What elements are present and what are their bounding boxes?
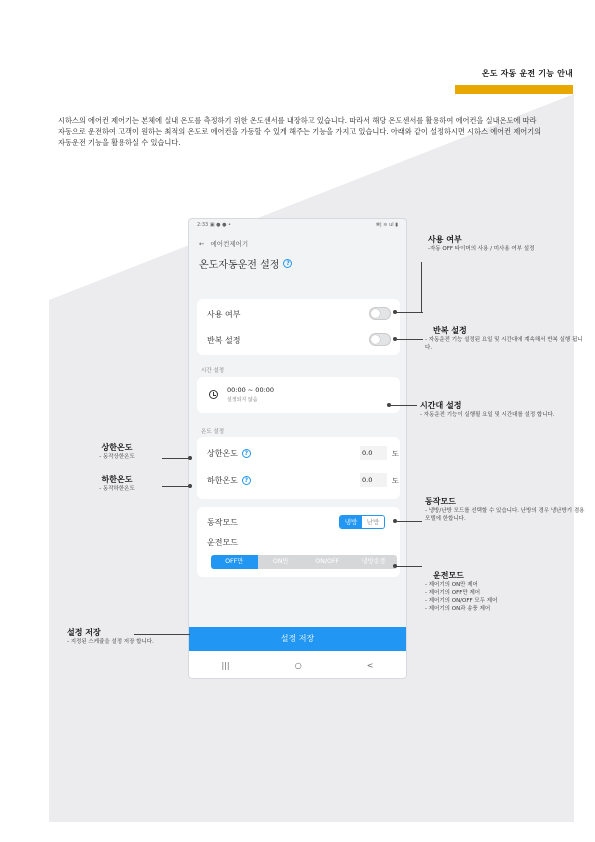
- action-mode-selector: [339, 515, 385, 529]
- annotation-save-desc: - 지정된 스케쥴을 설정 저장 합니다.: [67, 639, 154, 645]
- run-mode-label: 운전모드: [207, 538, 238, 547]
- title-underline-bar: [455, 85, 573, 94]
- annotation-use: [428, 234, 558, 253]
- annotation-repeat-desc: - 자동운전 기능 설정된 요일 및 시간대에 계속해서 반복 실행 됩니다.: [425, 337, 583, 351]
- upper-temp-label: 상한온도: [207, 449, 238, 458]
- annotation-save-title: 설정 저장: [67, 628, 101, 637]
- connector-line: [395, 339, 423, 340]
- annotation-upper: [72, 442, 162, 461]
- connector-dot: [393, 310, 397, 314]
- connector-line: [395, 312, 423, 313]
- connector-dot: [387, 403, 391, 407]
- annotation-use-desc: -자동 OFF 타이머의 사용 / 미사용 여부 설정: [428, 246, 535, 252]
- annotation-lower: [72, 474, 162, 493]
- connector-dot: [393, 519, 397, 523]
- annotation-upper-title: 상한온도: [101, 443, 133, 452]
- settings-card-toggles: [197, 299, 400, 355]
- annotation-action: [425, 496, 585, 523]
- annotation-use-title: 사용 여부: [428, 235, 462, 244]
- connector-dot: [188, 456, 192, 460]
- run-mode-on-off[interactable]: ON/OFF: [315, 558, 340, 565]
- connector-line: [395, 521, 422, 522]
- lower-temp-row: [207, 475, 251, 486]
- help-icon[interactable]: ?: [283, 259, 292, 268]
- annotation-lower-title: 하한온도: [101, 475, 133, 484]
- page-title: 온도 자동 운전 기능 안내: [481, 69, 573, 78]
- lower-temp-input[interactable]: 0.0: [360, 473, 387, 487]
- connector-line: [162, 486, 190, 487]
- app-bar-title: 에어컨제어기: [210, 240, 249, 248]
- repeat-toggle[interactable]: [369, 333, 391, 346]
- annotation-run-item: - 제어기의 ON과 송풍 제어: [425, 606, 491, 612]
- annotation-action-title: 동작모드: [425, 497, 456, 506]
- run-mode-cool-fan[interactable]: 냉방송풍: [361, 558, 386, 565]
- upper-temp-row: [207, 448, 251, 459]
- time-range: 00:00 ~ 00:00: [227, 386, 275, 394]
- action-mode-label: 동작모드: [207, 518, 238, 527]
- back-icon[interactable]: <: [366, 661, 374, 670]
- annotation-lower-desc: - 동작하한온도: [99, 486, 135, 492]
- run-mode-on-only[interactable]: ON만: [272, 558, 289, 565]
- home-icon[interactable]: ○: [294, 661, 302, 670]
- use-toggle[interactable]: [369, 307, 391, 320]
- status-time: 2:33 ▣ ● ● •: [197, 222, 231, 228]
- help-icon[interactable]: ?: [242, 449, 251, 458]
- intro-paragraph: 시하스의 에어컨 제어기는 본체에 실내 온도를 측정하기 위한 온도센서를 내장하고 있습니다. 따라서 해당 온도센서를 활용하여 에어컨을 실내온도에 따라 자동으로 운전하여 고객이 원하는 최적의 온도로 에어컨을 가동할 수 있게 해주는 기능을 가지고 있습니다. 아래와 같이 설정하시면 시하스 에어컨 제어기의 자동운전 기능을 활용하실 수 있습니다.: [58, 116, 542, 147]
- repeat-label: 반복 설정: [207, 336, 241, 345]
- page-header: [482, 68, 573, 79]
- lower-temp-label: 하한온도: [207, 476, 238, 485]
- upper-temp-input[interactable]: 0.0: [360, 446, 387, 460]
- annotation-time: [420, 400, 570, 419]
- annotation-run-item: - 제어기의 OFF만 제어: [425, 590, 481, 596]
- connector-line: [389, 405, 417, 406]
- annotation-save: [67, 627, 182, 646]
- annotation-run-title: 운전모드: [433, 571, 464, 580]
- help-icon[interactable]: ?: [242, 476, 251, 485]
- mode-setting-card: [197, 507, 400, 577]
- annotation-run-item: - 제어기의 ON만 제어: [425, 582, 478, 588]
- app-bar: [189, 233, 406, 248]
- connector-dot: [393, 564, 397, 568]
- temp-setting-card: [197, 437, 400, 499]
- annotation-time-title: 시간대 설정: [420, 401, 462, 410]
- lower-temp-unit: 도: [392, 477, 399, 485]
- screen-title-text: 온도자동운전 설정: [199, 260, 280, 271]
- run-mode-off-only[interactable]: OFF만: [211, 555, 258, 569]
- connector-line: [395, 566, 422, 567]
- connector-dot: [393, 337, 397, 341]
- annotation-action-desc: - 냉방/난방 모드를 선택할 수 있습니다. 난방의 경우 냉난방기 겸용모델에 한합니다.: [425, 508, 585, 522]
- save-settings-button[interactable]: 설정 저장: [189, 627, 406, 651]
- status-bar: [189, 219, 406, 233]
- status-icons: ✻| ≋ ul ▮: [375, 222, 398, 228]
- annotation-upper-desc: - 동작상한온도: [99, 454, 135, 460]
- clock-icon: [209, 390, 218, 399]
- connector-line: [162, 458, 190, 459]
- temp-section-label: 온도 설정: [201, 429, 225, 435]
- run-mode-selector: [211, 555, 397, 569]
- action-mode-cooling[interactable]: 냉방: [340, 516, 362, 528]
- annotation-repeat: [425, 325, 585, 352]
- annotation-run: [425, 570, 575, 613]
- annotation-time-desc: - 자동운전 기능이 실행될 요일 및 시간대를 설정 합니다.: [420, 412, 555, 418]
- connector-line: [421, 262, 422, 313]
- annotation-run-item: - 제어기의 ON/OFF 모두 제어: [425, 598, 498, 604]
- annotation-repeat-title: 반복 설정: [433, 326, 467, 335]
- android-nav-bar: [189, 651, 406, 679]
- action-mode-heating[interactable]: 난방: [362, 516, 384, 528]
- time-setting-card[interactable]: [197, 377, 400, 413]
- use-label: 사용 여부: [207, 310, 241, 319]
- time-section-label: 시간 설정: [201, 368, 225, 374]
- upper-temp-unit: 도: [392, 450, 399, 458]
- connector-dot: [188, 484, 192, 488]
- screen-title: [189, 248, 406, 271]
- time-status: 설정되지 않음: [227, 397, 258, 403]
- recent-apps-icon[interactable]: |||: [221, 661, 230, 670]
- phone-screenshot: [188, 218, 407, 679]
- back-arrow-icon[interactable]: ←: [199, 240, 205, 248]
